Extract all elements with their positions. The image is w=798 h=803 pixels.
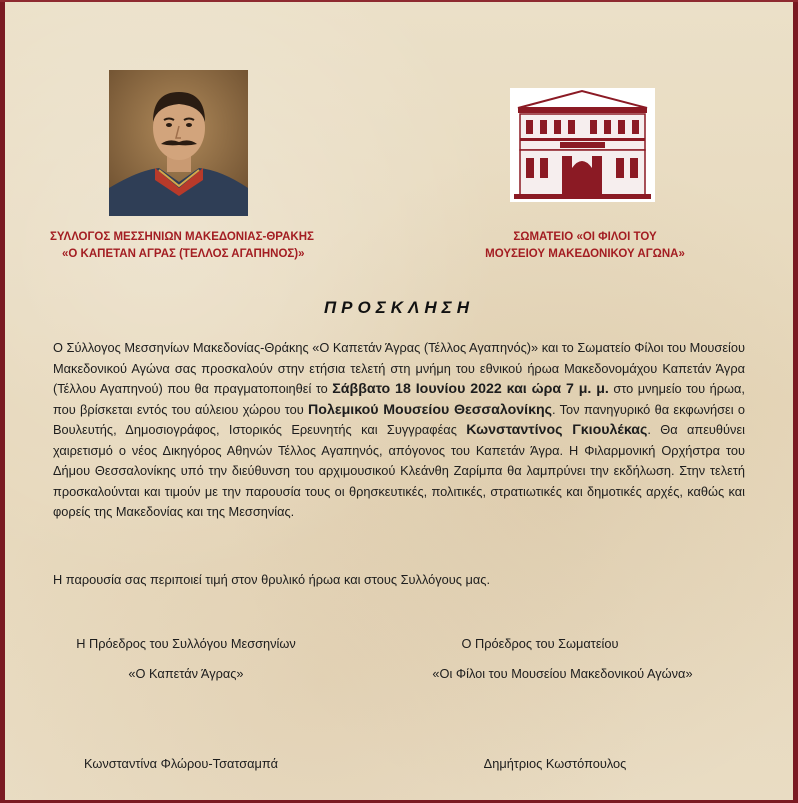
right-signatory-role: Ο Πρόεδρος του Σωματείου (461, 636, 619, 651)
body-text-1: Ο Σύλλογος Μεσσηνίων Μακεδονίας-Θράκης «Ο Καπετάν Άγρας (Τέλλος Αγαπηνός)» και το Σωματείο Φίλοι του Μουσείου Μακεδονικού Αγώνα σας προσκαλούν στην ετήσια τελετή στη μνήμη του εθνικού ήρωα Μακεδονομάχου Καπετάν Άγρα (Τέλλου Αγαπηνού) που θα πραγματοποιηθεί το (53, 340, 745, 396)
top-border (0, 0, 798, 2)
left-org-line2: «Ο ΚΑΠΕΤΑΝ ΑΓΡΑΣ (ΤΕΛΛΟΣ ΑΓΑΠΗΝΟΣ)» (62, 248, 305, 260)
portrait-image (109, 70, 248, 216)
right-signatory-org: «Οι Φίλοι του Μουσείου Μακεδονικού Αγώνα» (432, 666, 693, 681)
invitation-body (53, 338, 745, 523)
right-border (793, 0, 798, 803)
right-org-line2: ΜΟΥΣΕΙΟΥ ΜΑΚΕΔΟΝΙΚΟΥ ΑΓΩΝΑ» (485, 248, 685, 260)
closing-line: Η παρουσία σας περιποιεί τιμή στον θρυλικό ήρωα και στους Συλλόγους μας. (53, 572, 491, 587)
left-signatory-role: Η Πρόεδρος του Συλλόγου Μεσσηνίων (76, 636, 296, 651)
left-border (0, 0, 5, 803)
left-org-line1: ΣΥΛΛΟΓΟΣ ΜΕΣΣΗΝΙΩΝ ΜΑΚΕΔΟΝΙΑΣ-ΘΡΑΚΗΣ (50, 231, 314, 243)
right-organization (460, 229, 710, 263)
left-signatory-name: Κωνσταντίνα Φλώρου-Τσατσαμπά (84, 756, 278, 771)
left-organization (50, 229, 350, 263)
right-signatory-name: Δημήτριος Κωστόπουλος (483, 756, 627, 771)
speaker-name: Κωνσταντίνος Γκιουλέκας (466, 422, 648, 438)
body-text-4: . Θα απευθύνει χαιρετισμό ο νέος Δικηγόρος Αθηνών Τέλλος Αγαπηνός, απόγονος του Καπετάν Άγρα. Η Φιλαρμονική Ορχήστρα του Δήμου Θεσσαλονίκης υπό την διεύθυνση του αρχιμουσικού Κλεάνθη Ζαρίμπα θα λαμπρύνει την εκδήλωση. Στην τελετή προσκαλούνται και τιμούν με την παρουσία τους οι θρησκευτικές, πολιτικές, στρατιωτικές και δημοτικές αρχές, καθώς και φορείς της Μακεδονίας και της Μεσσηνίας. (53, 422, 745, 519)
right-org-line1: ΣΩΜΑΤΕΙΟ «ΟΙ ΦΙΛΟΙ ΤΟΥ (513, 231, 657, 243)
body-text-2: στο μνημείο του ήρωα, που βρίσκεται εντός του αύλειου χώρου του (53, 381, 745, 417)
museum-name: Πολεμικού Μουσείου Θεσσαλονίκης (308, 401, 553, 418)
left-signatory-org: «Ο Καπετάν Άγρας» (128, 666, 244, 681)
museum-building-image (510, 88, 655, 202)
event-date: Σάββατο 18 Ιουνίου 2022 και ώρα 7 μ. μ. (332, 381, 609, 397)
invitation-title: ΠΡΟΣΚΛΗΣΗ (323, 298, 474, 317)
body-text-3: . Τον πανηγυρικό θα εκφωνήσει ο Βουλευτής, Δημοσιογράφος, Ιστορικός Ερευνητής και Συγγραφέας (53, 401, 745, 437)
